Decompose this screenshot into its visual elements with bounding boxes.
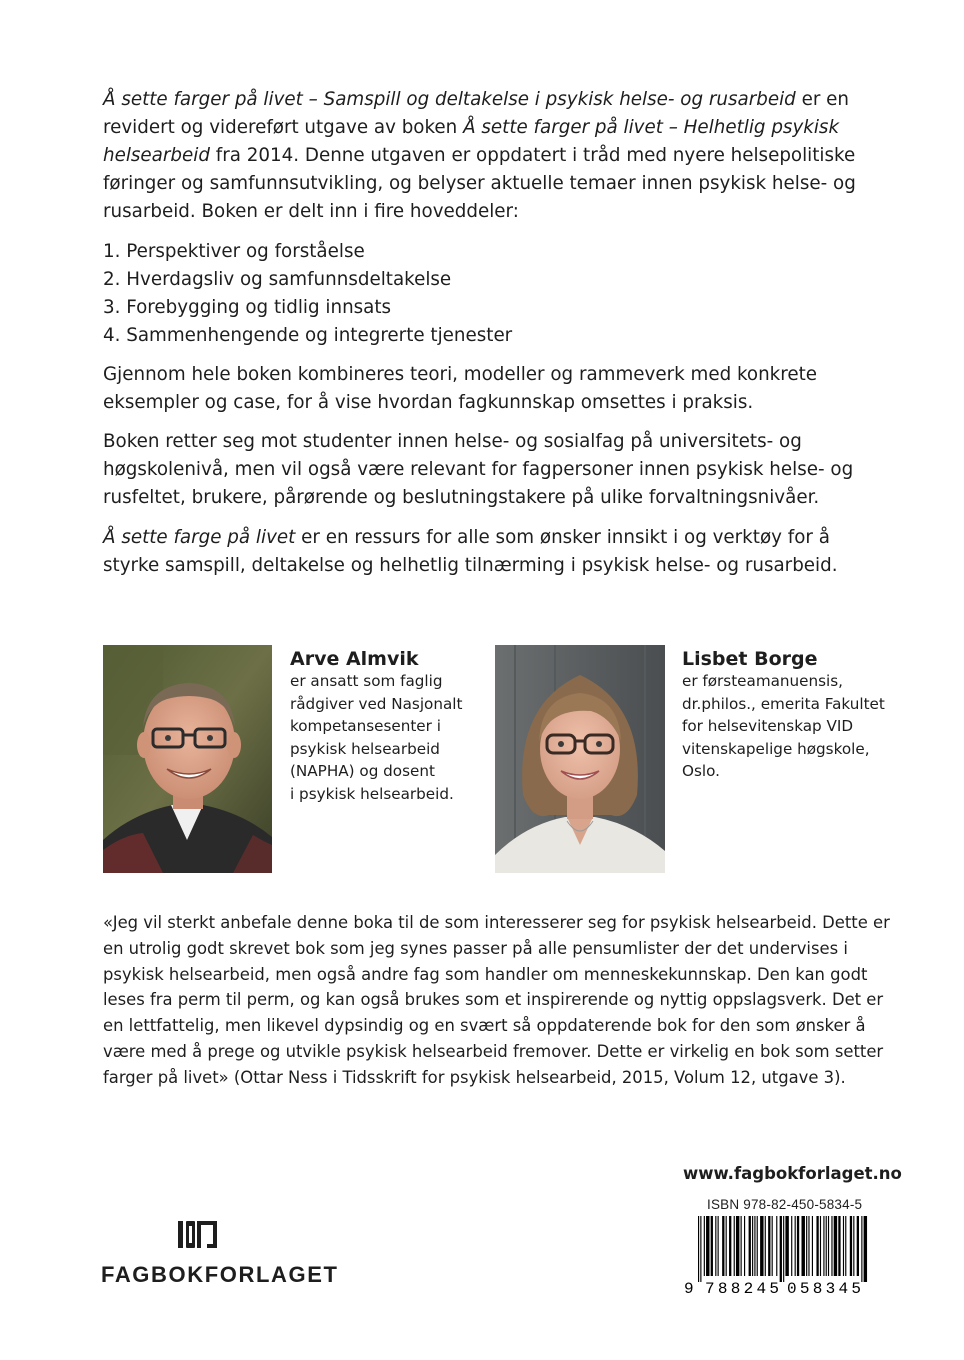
barcode-bar [726,1216,727,1276]
author-bio-line: i psykisk helsearbeid. [290,784,454,803]
barcode-bar [785,1216,788,1276]
barcode-bar [700,1216,701,1282]
author-bio [290,670,462,805]
author-bio-line: for helsevitenskap VID [682,717,854,735]
publisher-name: FAGBOKFORLAGET [101,1262,339,1287]
audience-text: Boken retter seg mot studenter innen helse- og sosialfag på universitets- og høgskolenivå, men vil også være relevant for fagpersoner innen psykisk helse- og rusfeltet, brukere, pårørende og beslutningstakere på ulike forvaltningsnivåer. [103,431,854,508]
publisher-website: www.fagbokforlaget.no [683,1164,902,1183]
author-bio-line: er førsteamanuensis, [682,672,844,690]
part-item: 3. Forebygging og tidlig innsats [103,297,392,318]
previous-book-title: Å sette farger på livet – Helhetlig psykisk helsearbeid [103,117,840,166]
barcode-bar [783,1216,784,1282]
barcode-bar [780,1216,782,1282]
author-name: Arve Almvik [290,648,419,670]
barcode-bar [857,1216,859,1276]
barcode-bar [808,1216,809,1276]
barcode-left-digits: 788245 [705,1280,779,1294]
book-icon [178,1221,217,1248]
method-text: Gjennom hele boken kombineres teori, modeller og rammeverk med konkrete eksempler og case, for å vise hvordan fagkunnskap omsettes i praksis. [103,364,818,413]
audience-paragraph [103,428,883,512]
barcode-bar [776,1216,777,1276]
barcode-bar [729,1216,731,1276]
barcode-bars [698,1216,867,1282]
review-quote: «Jeg vil sterkt anbefale denne boka til de som interesserer seg for psykisk helsearbeid. Dette er en utrolig godt skrevet bok som jeg synes passer på alle pensumlister der det undervises i psykisk helsearbeid, men også andre fag som handler om menneskekunnskap. Den kan godt leses fra perm til perm, og kan også brukes som et inspirerende og nyttig oppslagsverk. Det er en lettfattelig, men likevel dypsindig og en svært så oppdaterende bok for den som ønsker å være med å prege og utvikle psykisk helsearbeid fremover. Dette er virkelig en bok som setter farger på livet» (Ottar Ness i Tidsskrift for psykisk helsearbeid, 2015, Volum 12, utgave 3). [103,913,890,1087]
intro-text-continued: fra 2014. Denne utgaven er oppdatert i tråd med nyere helsepolitiske føringer og samfunnsutvikling, og belyser aktuelle temaer innen psykisk helse- og rusarbeid. Boken er delt inn i fire hoveddeler: [103,145,856,222]
author-bio-line: rådgiver ved Nasjonalt [290,694,463,713]
barcode-bar [749,1216,751,1276]
barcode-bar [797,1216,799,1276]
book-title: Å sette farger på livet – Samspill og deltakelse i psykisk helse- og rusarbeid [103,89,796,110]
barcode-bar [772,1216,773,1276]
barcode-bar [820,1216,821,1276]
author-bio-line: (NAPHA) og dosent [290,762,435,780]
barcode-bar [802,1216,805,1276]
barcode-bar [795,1216,796,1276]
barcode-bar [752,1216,753,1276]
method-paragraph [103,361,883,417]
barcode-bar [791,1216,792,1276]
barcode-bar [768,1216,770,1276]
barcode-bar [845,1216,846,1276]
intro-text: er en revidert og videreført utgave av boken [103,89,850,138]
part-item: 2. Hverdagsliv og samfunnsdeltakelse [103,269,452,290]
barcode-bar [704,1216,705,1276]
barcode-bar [736,1216,739,1276]
barcode-bar [706,1216,709,1276]
part-item: 1. Perspektiver og forståelse [103,241,365,262]
barcode-bar [698,1216,699,1282]
isbn-barcode [684,1216,870,1294]
resource-book-title: Å sette farge på livet [103,527,296,548]
author-bio-line: kompetansesenter i [290,717,441,735]
barcode-bar [838,1216,840,1276]
author-photo-arve-almvik [103,645,272,873]
isbn-label: ISBN 978-82-450-5834-5 [707,1197,863,1212]
author-portrait-image [103,645,272,873]
barcode-bar [812,1216,813,1276]
barcode-bar [826,1216,827,1276]
barcode-bar [722,1216,724,1276]
barcode-bar [823,1216,824,1276]
barcode-right-digits: 058345 [787,1280,861,1294]
barcode-bar [754,1216,755,1276]
barcode-first-digit: 9 [684,1280,694,1294]
barcode-bar [744,1216,745,1276]
barcode-bar [853,1216,854,1276]
resource-paragraph [103,524,883,580]
barcode-bar [850,1216,852,1276]
parts-list [103,238,883,350]
barcode-bar [864,1216,867,1282]
author-name: Lisbet Borge [682,648,818,670]
author-bio-line: dr.philos., emerita Fakultet [682,694,885,713]
barcode-bar [816,1216,818,1276]
barcode-bar [711,1216,713,1276]
author-portrait-image [495,645,665,873]
barcode-bar [715,1216,716,1276]
part-item: 4. Sammenhengende og integrerte tjenester [103,325,513,346]
barcode-bar [760,1216,763,1276]
barcode-bar [806,1216,807,1276]
resource-text: er en ressurs for alle som ønsker innsikt i og verktøy for å styrke samspill, deltakelse og helhetlig tilnærming i psykisk helse- og rusarbeid. [103,527,838,576]
barcode-bar [843,1216,844,1276]
barcode-bar [718,1216,719,1276]
barcode-bar [861,1216,862,1282]
author-bio-line: er ansatt som faglig [290,672,443,690]
barcode-bar [757,1216,758,1276]
barcode-bar [831,1216,832,1276]
author-bio-line: Oslo. [682,762,720,780]
barcode-bar [765,1216,766,1276]
author-photo-lisbet-borge [495,645,665,873]
barcode-bar [741,1216,742,1276]
author-bio-line: vitenskapelige høgskole, [682,739,870,758]
barcode-bar [734,1216,735,1276]
barcode-bar [828,1216,829,1276]
author-bio-line: psykisk helsearbeid [290,739,440,758]
intro-paragraph [103,86,883,226]
author-bio [682,670,885,783]
barcode-bar [834,1216,837,1276]
